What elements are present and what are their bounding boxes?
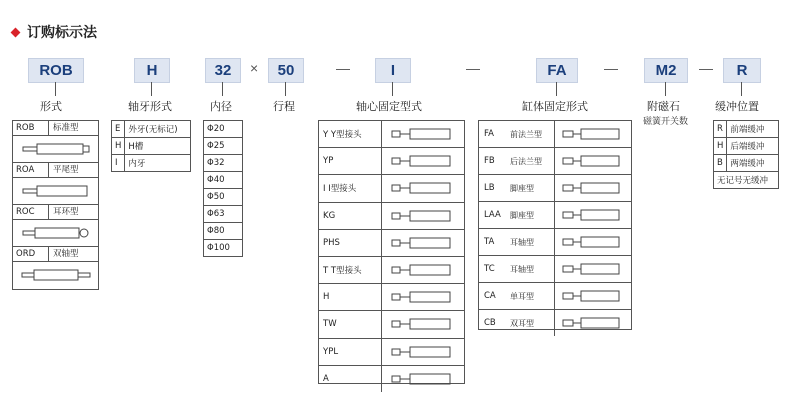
body-mount-row [479,121,631,148]
bore-table [203,120,243,257]
cushion-row: B 两端缓冲 [714,155,779,172]
stem-thread [151,82,152,96]
bore-row: Φ20 [204,121,243,138]
rod-mount-row [319,311,464,338]
body-mount-row [479,310,631,336]
body-mount-name: 脚座型 [510,175,555,201]
bore-row: Φ25 [204,138,243,155]
form-image-roa [13,178,98,205]
code-box-form: ROB [28,58,84,83]
rod-mount-diagram-icon [382,121,464,147]
bore-row: Φ32 [204,155,243,172]
body-mount-diagram-icon [555,229,631,255]
code-box-rod-mount: I [375,58,411,83]
section-title-text: 订购标示法 [27,25,97,41]
body-mount-code: TC [484,264,495,274]
body-mount-row [479,175,631,202]
form-image-roc [13,220,98,247]
label-stroke: 行程 [273,100,295,113]
diamond-bullet-icon [11,27,21,37]
body-mount-diagram-icon [555,256,631,282]
stem-magnet [665,82,666,96]
sublabel-magnet: 磁簧开关数 [643,117,689,127]
rod-mount-diagram-icon [382,175,464,201]
body-mount-diagram-icon [555,148,631,174]
rod-mount-name: KG [319,203,382,229]
bore-row: Φ50 [204,189,243,206]
rod-mount-diagram-icon [382,257,464,283]
rod-mount-name: PHS [319,230,382,256]
body-mount-name: 耳轴型 [510,229,555,255]
code-box-magnet: M2 [644,58,688,83]
body-mount-diagram-icon [555,310,631,336]
code-box-bore: 32 [205,58,241,83]
label-magnet: 附磁石 [647,100,680,113]
body-mount-table [478,120,632,330]
cushion-table [713,120,779,189]
rod-mount-diagram-icon [382,311,464,337]
body-mount-row [479,256,631,283]
rod-mount-row [319,121,464,148]
code-box-cushion: R [723,58,761,83]
stem-cushion [741,82,742,96]
body-mount-code: LB [484,183,495,193]
body-mount-name: 脚座型 [510,202,555,228]
body-mount-name: 双耳型 [510,310,555,336]
separator-dash-4: — [699,60,713,76]
rod-mount-diagram-icon [382,339,464,365]
bore-row: Φ40 [204,172,243,189]
form-image-rob [13,136,98,163]
form-row-roc: ROC 耳环型 [13,205,98,220]
rod-mount-table [318,120,465,384]
body-mount-name: 前法兰型 [510,121,555,147]
stem-form [55,82,56,96]
body-mount-name: 后法兰型 [510,148,555,174]
thread-row: I 内牙 [112,155,191,172]
body-mount-diagram-icon [555,121,631,147]
rod-mount-name: Y Y型接头 [319,121,382,147]
label-bore: 内径 [210,100,232,113]
rod-mount-name: TW [319,311,382,337]
separator-x: × [250,60,259,76]
code-box-body-mount: FA [536,58,578,83]
body-mount-diagram-icon [555,175,631,201]
rod-mount-diagram-icon [382,284,464,310]
separator-dash-1: — [336,60,350,76]
stem-bore [222,82,223,96]
rod-mount-row [319,175,464,202]
body-mount-row [479,229,631,256]
body-mount-diagram-icon [555,283,631,309]
cushion-row: 无记号无缓冲 [714,172,779,189]
rod-mount-row [319,366,464,392]
thread-row: E 外牙(无标记) [112,121,191,138]
label-cushion: 缓冲位置 [715,100,759,113]
body-mount-diagram-icon [555,202,631,228]
bore-row: Φ100 [204,240,243,257]
rod-mount-row [319,257,464,284]
bore-row: Φ63 [204,206,243,223]
body-mount-name: 单耳型 [510,283,555,309]
section-title [12,22,97,42]
rod-mount-name: T T型接头 [319,257,382,283]
rod-mount-diagram-icon [382,230,464,256]
stem-body-mount [556,82,557,96]
rod-mount-row [319,148,464,175]
rod-mount-diagram-icon [382,366,464,392]
rod-mount-row [319,284,464,311]
body-mount-code: CB [484,318,496,328]
rod-mount-name: YP [319,148,382,174]
rod-mount-row [319,339,464,366]
cushion-row: H 后端缓冲 [714,138,779,155]
body-mount-code: CA [484,291,496,301]
rod-mount-name: I I型接头 [319,175,382,201]
code-box-stroke: 50 [268,58,304,83]
separator-dash-2: — [466,60,480,76]
label-rod-mount: 轴心固定型式 [356,100,422,113]
form-row-ord: ORD 双轴型 [13,247,98,262]
rod-mount-name: YPL [319,339,382,365]
form-row-rob: ROB 标准型 [13,121,98,136]
cylinder-standard-icon [21,141,91,157]
code-box-thread: H [134,58,170,83]
rod-mount-diagram-icon [382,148,464,174]
rod-mount-diagram-icon [382,203,464,229]
label-form: 形式 [40,100,62,113]
body-mount-code: TA [484,237,495,247]
stem-rod-mount [392,82,393,96]
cushion-row: R 前端缓冲 [714,121,779,138]
cylinder-flat-end-icon [21,183,91,199]
cylinder-double-rod-icon [20,267,92,283]
body-mount-code: FB [484,156,495,166]
thread-table [111,120,191,172]
rod-mount-name: A [319,366,382,392]
body-mount-code: FA [484,129,494,139]
bore-row: Φ80 [204,223,243,240]
stem-stroke [285,82,286,96]
body-mount-code: LAA [484,210,501,220]
body-mount-row [479,283,631,310]
cylinder-eye-end-icon [21,225,91,241]
form-image-ord [13,262,98,288]
rod-mount-name: H [319,284,382,310]
body-mount-name: 耳轴型 [510,256,555,282]
label-thread: 轴牙形式 [128,100,172,113]
thread-row: H H槽 [112,138,191,155]
form-row-roa: ROA 平尾型 [13,163,98,178]
rod-mount-row [319,203,464,230]
form-table [12,120,99,290]
separator-dash-3: — [604,60,618,76]
body-mount-row [479,148,631,175]
body-mount-row [479,202,631,229]
label-body-mount: 缸体固定形式 [522,100,588,113]
rod-mount-row [319,230,464,257]
